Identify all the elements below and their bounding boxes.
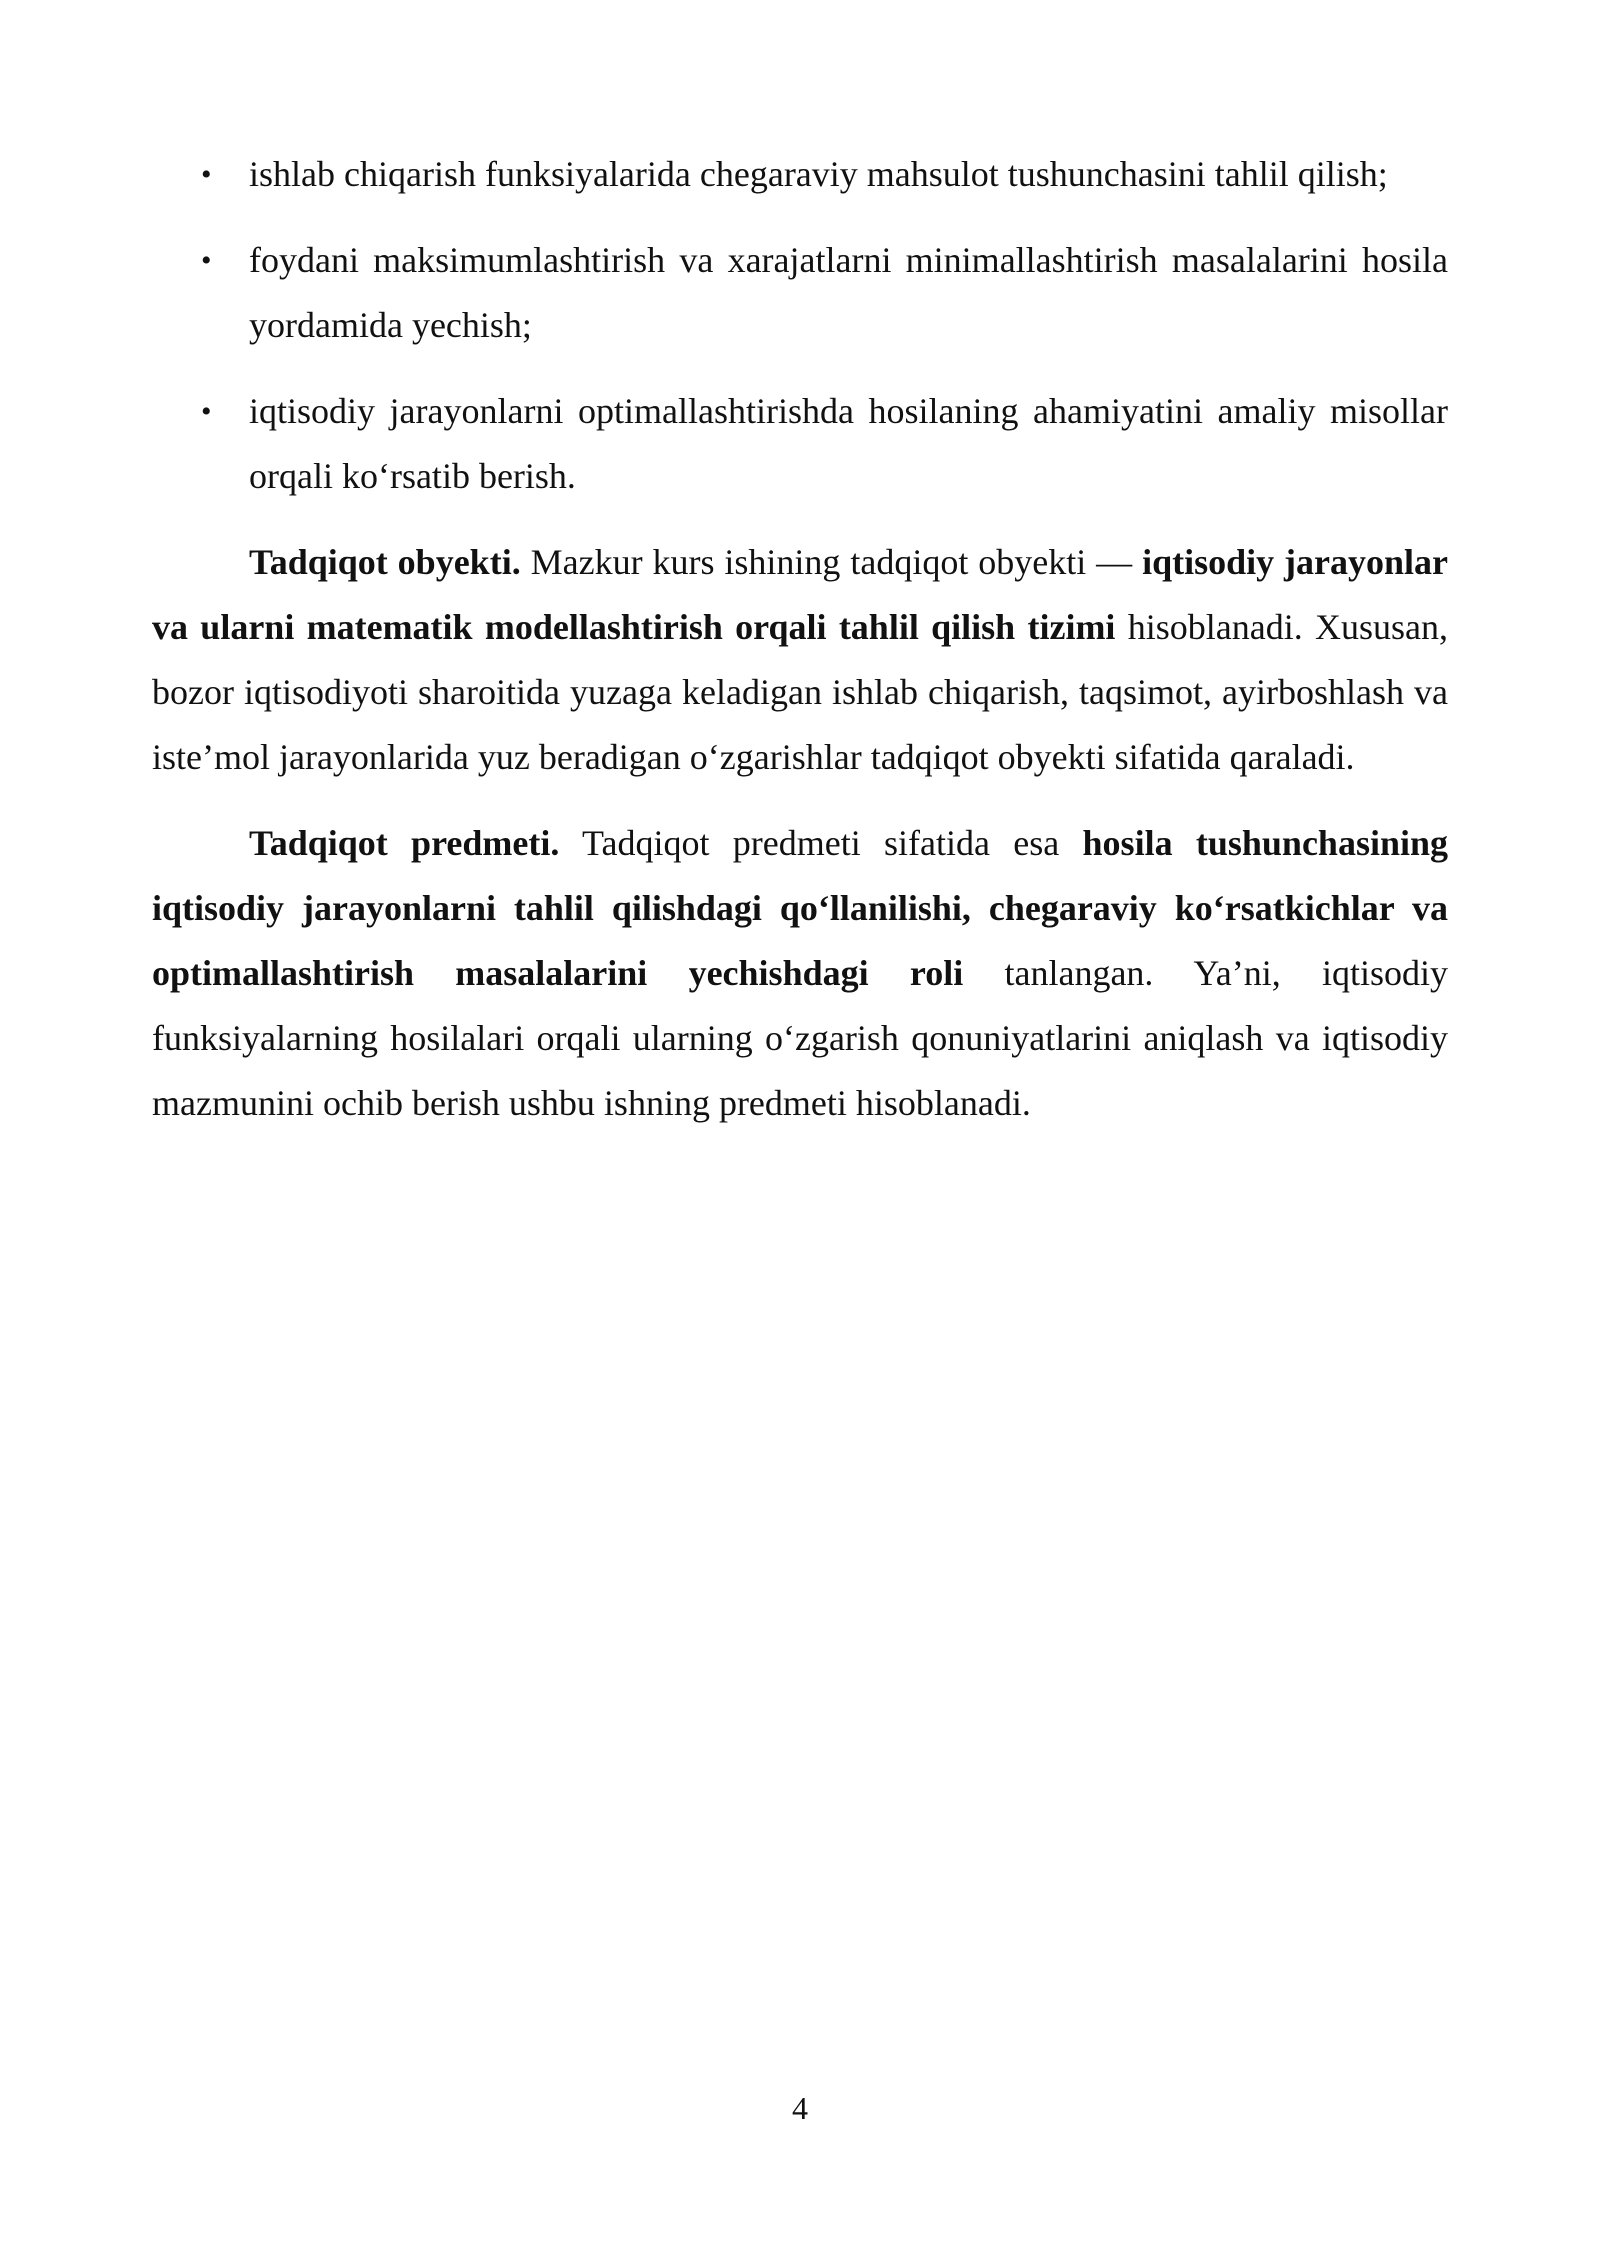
list-item-text: iqtisodiy jarayonlarni optimallashtirishda hosilaning ahamiyatini amaliy misollar orqali ko‘rsatib berish. bbox=[249, 391, 1448, 496]
page-content bbox=[152, 142, 1448, 1157]
research-subject-heading: Tadqiqot predmeti. bbox=[249, 823, 560, 863]
list-item-text: ishlab chiqarish funksiyalarida chegaraviy mahsulot tushunchasini tahlil qilish; bbox=[249, 154, 1388, 194]
list-item bbox=[152, 142, 1448, 207]
list-item-text: foydani maksimumlashtirish va xarajatlarni minimallashtirish masalalarini hosila yordamida yechish; bbox=[249, 240, 1448, 345]
research-subject-paragraph bbox=[152, 811, 1448, 1136]
research-object-emphasis: iqtisodiy jarayonlar va ularni matematik modellashtirish orqali tahlil qilish tizimi bbox=[152, 542, 1449, 647]
research-object-rest: hisoblanadi. Xususan, bozor iqtisodiyoti sharoitida yuzaga keladigan ishlab chiqarish, taqsimot, ayirboshlash va iste’mol jarayonlarida yuz beradigan o‘zgarishlar tadqiqot obyekti sifatida qaraladi. bbox=[152, 607, 1448, 777]
research-object-heading: Tadqiqot obyekti. bbox=[249, 542, 521, 582]
research-subject-intro: Tadqiqot predmeti sifatida esa bbox=[559, 823, 1083, 863]
bullet-icon: • bbox=[201, 244, 212, 277]
list-item bbox=[152, 228, 1448, 358]
research-object-intro: Mazkur kurs ishining tadqiqot obyekti — bbox=[520, 542, 1143, 582]
list-item bbox=[152, 379, 1448, 509]
page-number: 4 bbox=[792, 2090, 808, 2126]
research-object-paragraph bbox=[152, 530, 1448, 790]
bullet-icon: • bbox=[201, 395, 212, 428]
objectives-list bbox=[152, 142, 1448, 509]
research-subject-rest: tanlangan. Ya’ni, iqtisodiy funksiyalarning hosilalari orqali ularning o‘zgarish qonuniyatlarini aniqlash va iqtisodiy mazmunini ochib berish ushbu ishning predmeti hisoblanadi. bbox=[152, 953, 1448, 1123]
bullet-icon: • bbox=[201, 158, 212, 191]
research-subject-emphasis: hosila tushunchasining iqtisodiy jarayonlarni tahlil qilishdagi qo‘llanilishi, chegaraviy ko‘rsatkichlar va optimallashtirish masalalarini yechishdagi roli bbox=[152, 823, 1448, 993]
